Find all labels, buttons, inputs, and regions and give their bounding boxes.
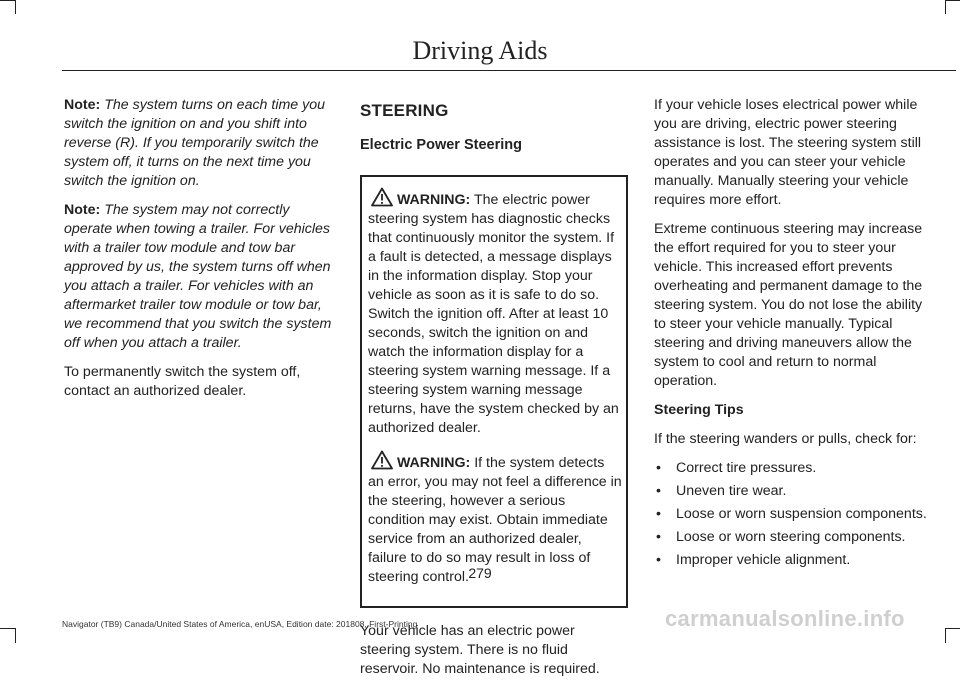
- list-item-text: Loose or worn steering components.: [676, 529, 906, 545]
- list-item: [654, 459, 930, 478]
- page-header-title: Driving Aids: [412, 36, 548, 65]
- section-heading: STEERING: [360, 101, 449, 120]
- bullet-icon: •: [656, 483, 661, 499]
- list-item: [654, 482, 930, 501]
- warning-triangle-icon: [371, 187, 393, 207]
- list-item-text: Correct tire pressures.: [676, 460, 817, 476]
- bullet-icon: •: [656, 506, 661, 522]
- crop-mark: [0, 628, 15, 629]
- list-item-text: Improper vehicle alignment.: [676, 552, 851, 568]
- warning-paragraph: [368, 187, 623, 438]
- list-item: [654, 528, 930, 547]
- crop-mark: [15, 628, 16, 643]
- header-divider: [62, 70, 956, 71]
- list-item: [654, 505, 930, 524]
- bullet-icon: •: [656, 460, 661, 476]
- crop-mark: [945, 628, 946, 643]
- crop-mark: [0, 0, 15, 1]
- bullet-icon: •: [656, 529, 661, 545]
- list-item-text: Loose or worn suspension components.: [676, 506, 927, 522]
- warning-label: WARNING:: [396, 192, 471, 208]
- crop-mark: [945, 0, 946, 14]
- crop-mark: [945, 0, 960, 1]
- note-label: Note:: [64, 97, 101, 113]
- tips-heading: Steering Tips: [654, 402, 744, 418]
- watermark: carmanualsonline.info: [665, 606, 905, 631]
- warning-text: The electric power steering system has diagnostic checks that continuously monitor the system. If a fault is detected, a message displays in the information display. Stop your vehicle as soon as it is safe to do so. Switch the ignition off. After at least 10 seconds, switch the ignition on and watch the information display for a steering system warning message. If a steering system warning message returns, have the system checked by an authorized dealer.: [368, 192, 619, 436]
- note-text: The system turns on each time you switch the ignition on and you shift into reverse (R). If you temporarily switch the system off, it turns on the next time you switch the ignition on.: [64, 97, 326, 189]
- note-paragraph: [64, 201, 338, 353]
- bullet-icon: •: [656, 552, 661, 568]
- footer-text: Navigator (TB9) Canada/United States of America, enUSA, Edition date: 201808, First-Printing: [62, 619, 418, 629]
- column-middle: [360, 96, 628, 689]
- page-number: 279: [468, 565, 492, 581]
- note-paragraph: [64, 96, 338, 191]
- body-paragraph: To permanently switch the system off, contact an authorized dealer.: [64, 364, 301, 399]
- list-item-text: Uneven tire wear.: [676, 483, 787, 499]
- crop-mark: [945, 628, 960, 629]
- crop-mark: [15, 0, 16, 14]
- body-paragraph: If your vehicle loses electrical power while you are driving, electric power steering assistance is lost. The steering system still operates and you can steer your vehicle manually. Manually steering your vehicle requires more effort.: [654, 97, 922, 208]
- warning-text: If the system detects an error, you may not feel a difference in the steering, however a serious condition may exist. Obtain immediate service from an authorized dealer, failure to do so may result in loss of steering control.: [368, 455, 622, 585]
- note-label: Note:: [64, 202, 101, 218]
- column-left: [64, 96, 338, 411]
- subsection-heading: Electric Power Steering: [360, 137, 522, 153]
- warning-triangle-icon: [371, 450, 393, 470]
- body-paragraph: Extreme continuous steering may increase the effort required for you to steer your vehicle. This increased effort prevents overheating and permanent damage to the steering system. You do not lose the ability to steer your vehicle manually. Typical steering and driving maneuvers allow the system to cool and return to normal operation.: [654, 221, 923, 389]
- note-text: The system may not correctly operate when towing a trailer. For vehicles with a trailer tow module and tow bar approved by us, the system turns off when you attach a trailer. For vehicles with an aftermarket trailer tow module or tow bar, we recommend that you switch the system off when you attach a trailer.: [64, 202, 332, 351]
- tips-intro: If the steering wanders or pulls, check for:: [654, 431, 917, 447]
- warning-label: WARNING:: [396, 455, 471, 471]
- body-paragraph: Your vehicle has an electric power steering system. There is no fluid reservoir. No maintenance is required.: [360, 623, 600, 677]
- tips-list: [654, 459, 930, 570]
- warning-box: [360, 175, 628, 608]
- column-right: [654, 96, 930, 574]
